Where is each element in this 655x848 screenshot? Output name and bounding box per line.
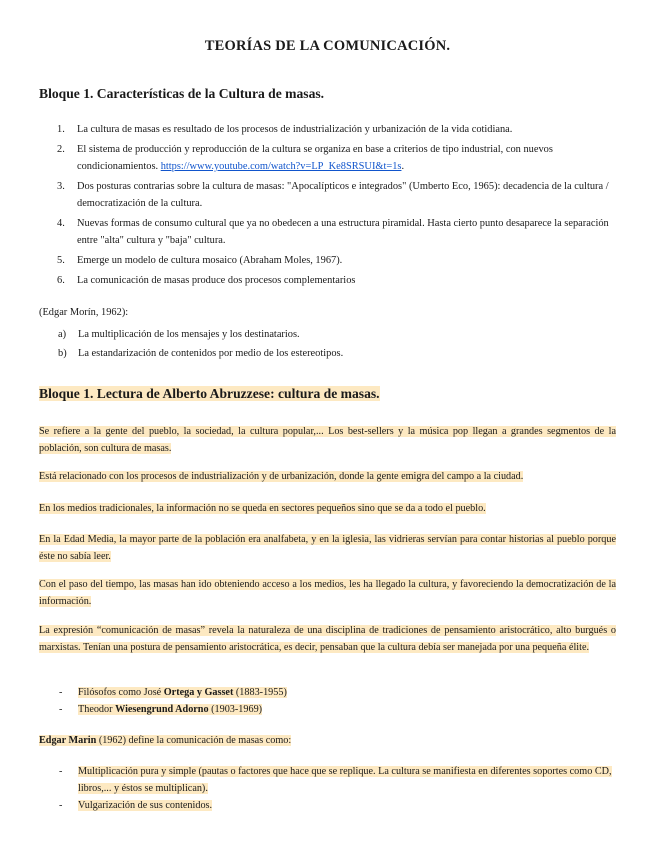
philosophers-list [57,684,617,718]
list-dash: - [59,687,63,698]
list-number: 3. [57,181,65,192]
characteristics-list [55,121,615,292]
list-item-text: La comunicación de masas produce dos procesos complementarios [77,275,356,286]
paragraph [39,423,616,457]
list-item [57,684,617,701]
list-item-text: La estandarización de contenidos por medio de los estereotipos. [78,348,344,359]
list-dash: - [59,766,63,777]
list-number: 5. [57,255,65,266]
list-item-text [78,704,262,715]
paragraph-text: En la Edad Media, la mayor parte de la población era analfabeta, y en la iglesia, las vidrieras servían para contar historias al pueblo porque éste no sabía leer. [39,534,616,562]
paragraph [39,531,616,565]
list-item-text: Multiplicación pura y simple (pautas o factores que hace que se replique. La cultura se manifiesta en diferentes soportes como CD, libros,... y éstos se multiplican). [78,766,612,794]
text-fragment: (1903-1969) [208,704,263,715]
philosopher-name: Ortega y Gasset [163,687,234,698]
list-number: 6. [57,275,65,286]
marin-list [57,763,617,814]
youtube-link[interactable]: https://www.youtube.com/watch?v=LP_Ke8SRSUI&t=1s [160,161,402,172]
list-item [58,325,343,344]
list-item [55,215,615,249]
list-item [57,763,617,797]
list-number: 4. [57,218,65,229]
list-item [55,121,615,138]
list-item-text: Vulgarización de sus contenidos. [78,800,213,811]
list-item-text: El sistema de producción y reproducción de la cultura se organiza en base a criterios de tipo industrial, con nuevos condicionamientos. [77,144,553,172]
list-item [57,701,617,718]
document-title: TEORÍAS DE LA COMUNICACIÓN. [204,38,451,54]
paragraph [39,622,616,656]
author-name: Edgar Marin [39,735,97,746]
text-fragment: Theodor [78,704,116,715]
philosopher-name: Wiesengrund Adorno [115,704,209,715]
list-number: 2. [57,144,65,155]
text-fragment: (1883-1955) [233,687,287,698]
list-dash: - [59,800,63,811]
paragraph [39,576,616,610]
morin-list [58,325,343,363]
paragraph-text: En los medios tradicionales, la información no se queda en sectores pequeños sino que se da a todo el pueblo. [39,503,486,514]
paragraph-text: Se refiere a la gente del pueblo, la sociedad, la cultura popular,... Los best-sellers y la música pop llegan a grandes segmentos de la población, son cultura de masas. [39,426,616,454]
list-dash: - [59,704,63,715]
paragraph-text: Está relacionado con los procesos de industrialización y de urbanización, donde la gente emigra del campo a la ciudad. [39,471,524,482]
list-item-text: Nuevas formas de consumo cultural que ya no obedecen a una estructura piramidal. Hasta cierto punto desaparece la separación entre "alta" cultura y "baja" cultura. [77,218,609,246]
list-letter: b) [58,348,67,359]
marin-intro [39,732,616,749]
list-number: 1. [57,124,65,135]
list-item-text: La multiplicación de los mensajes y los destinatarios. [78,329,300,340]
marin-intro-text [39,735,291,746]
list-item [55,272,615,289]
paragraph [39,500,616,517]
list-item [55,178,615,212]
list-item-text-end: . [401,161,405,172]
list-item [55,252,615,269]
block2-heading-text: Bloque 1. Lectura de Alberto Abruzzese: cultura de masas. [39,386,380,401]
list-item-text: Dos posturas contrarias sobre la cultura de masas: "Apocalípticos e integrados" (Umberto Eco, 1965): decadencia de la cultura / democratización de la cultura. [77,181,609,209]
list-item-text: La cultura de masas es resultado de los procesos de industrialización y urbanización de la vida cotidiana. [77,124,513,135]
block1-heading: Bloque 1. Características de la Cultura de masas. [39,86,325,101]
list-item [58,344,343,363]
paragraph [39,468,616,485]
text-fragment: (1962) define la comunicación de masas como: [96,735,292,746]
list-item [57,797,617,814]
paragraph-text: La expresión “comunicación de masas” revela la naturaleza de una disciplina de tradiciones de pensamiento aristocrático, alto burgués o marxistas. Tenían una postura de pensamiento aristocrática, es decir, pensaban que la cultura debía ser manejada por una pequeña élite. [39,625,616,653]
paragraph-text: Con el paso del tiempo, las masas han ido obteniendo acceso a los medios, les ha llegado la cultura, y favoreciendo la democratización de la información. [39,579,616,607]
list-item-text: Emerge un modelo de cultura mosaico (Abraham Moles, 1967). [77,255,343,266]
morin-label: (Edgar Morín, 1962): [39,307,129,318]
block2-heading [39,386,380,402]
list-letter: a) [58,329,67,340]
list-item [55,141,615,175]
list-item-text [78,687,287,698]
text-fragment: Filósofos como José [78,687,164,698]
